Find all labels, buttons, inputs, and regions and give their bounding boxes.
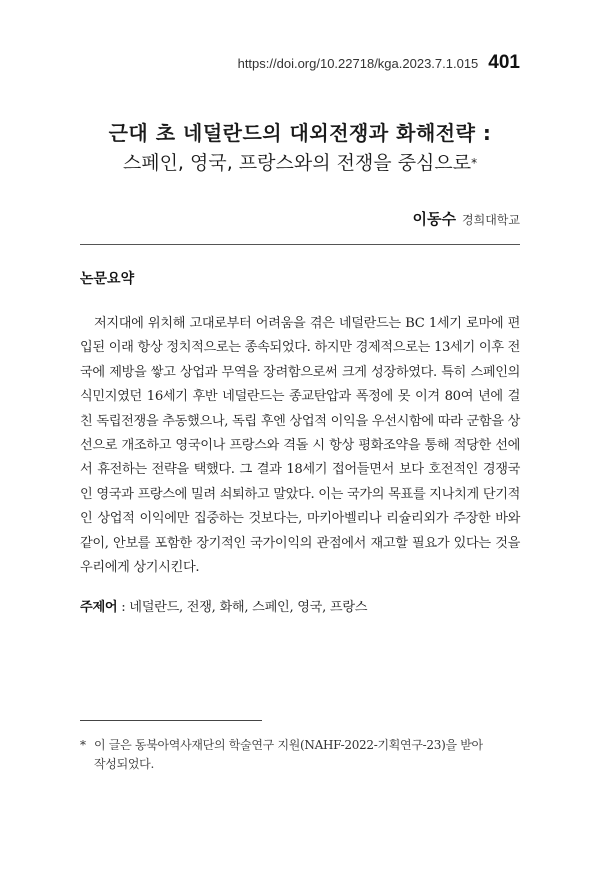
page-number: 401	[488, 52, 520, 73]
subtitle-text: 스페인, 영국, 프랑스와의 전쟁을 중심으로	[122, 152, 472, 174]
title-footnote-marker[interactable]: *	[471, 156, 478, 170]
author-line	[413, 208, 520, 229]
title-subtitle	[60, 148, 540, 178]
keywords-separator: :	[117, 600, 130, 615]
paper-title	[60, 118, 540, 178]
footnote	[80, 736, 520, 774]
abstract-paragraph: 저지대에 위치해 고대로부터 어려움을 겪은 네덜란드는 BC 1세기 로마에 편입된 이래 항상 정치적으로는 종속되었다. 하지만 경제적으로는 13세기 이후 전국에 제방을 쌓고 상업과 무역을 장려함으로써 크게 성장하였다. 특히 스페인의 식민지였던 16세기 후반 네덜란드는 종교탄압과 폭정에 못 이겨 80여 년에 걸친 독립전쟁을 추동했으나, 독립 후엔 상업적 이익을 우선시함에 따라 군함을 상선으로 개조하고 영국이나 프랑스와 격돌 시 항상 평화조약을 통해 적당한 선에서 휴전하는 전략을 택했다. 그 결과 18세기 접어들면서 보다 호전적인 경쟁국인 영국과 프랑스에 밀려 쇠퇴하고 말았다. 이는 국가의 목표를 지나치게 단기적인 상업적 이익에만 집중하는 것보다는, 마키아벨리나 리슐리외가 주장한 바와 같이, 안보를 포함한 장기적인 국가이익의 관점에서 재고할 필요가 있다는 것을 우리에게 상기시킨다.	[80, 316, 520, 576]
footnote-divider	[80, 720, 262, 721]
abstract-heading: 논문요약	[80, 271, 135, 287]
keywords-line	[80, 596, 520, 615]
author-affiliation: 경희대학교	[462, 213, 520, 227]
author-name: 이동수	[412, 210, 457, 228]
doi-link[interactable]: https://doi.org/10.22718/kga.2023.7.1.015	[237, 56, 479, 71]
keywords-list: 네덜란드, 전쟁, 화해, 스페인, 영국, 프랑스	[129, 600, 368, 615]
title-divider	[80, 244, 520, 245]
keywords-label: 주제어	[80, 600, 118, 615]
footnote-line-2: 작성되었다.	[94, 757, 154, 771]
abstract-body	[80, 312, 520, 580]
footnote-marker: *	[80, 738, 86, 752]
title-main: 근대 초 네덜란드의 대외전쟁과 화해전략 :	[108, 121, 492, 145]
page-header	[80, 52, 520, 74]
footnote-line-1: 이 글은 동북아역사재단의 학술연구 지원(NAHF-2022-기획연구-23)을 받아	[94, 738, 483, 752]
